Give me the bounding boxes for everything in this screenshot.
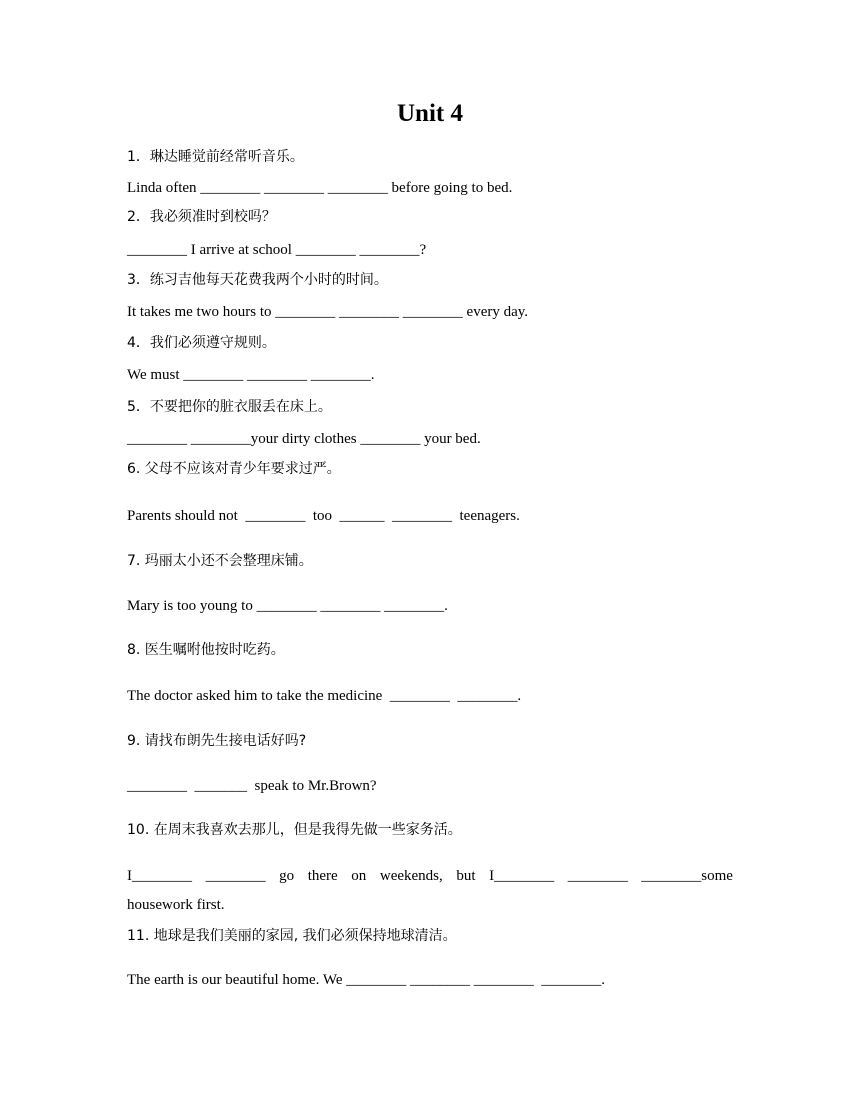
item-8-chinese: 8. 医生嘱咐他按时吃药。 [127, 642, 285, 658]
item-10-word: on [351, 868, 367, 884]
item-10-word: ________ [205, 868, 266, 884]
item-7-chinese: 7. 玛丽太小还不会整理床铺。 [127, 553, 313, 569]
item-5-english: ________ ________your dirty clothes ________ your bed. [127, 431, 481, 447]
item-2-chinese: 2．我必须准时到校吗？ [127, 209, 276, 225]
item-11-english: The earth is our beautiful home. We ________ ________ ________ ________. [127, 972, 606, 988]
item-2-english: ________ I arrive at school ________ ________? [127, 242, 427, 258]
item-11-chinese: 11. 地球是我们美丽的家园, 我们必须保持地球清洁。 [127, 928, 457, 944]
item-10-word: go [279, 868, 295, 884]
item-10-word: ________some [641, 868, 733, 884]
item-10-english-continued: housework first. [127, 897, 225, 913]
item-10-chinese: 10. 在周末我喜欢去那儿，但是我得先做一些家务活。 [127, 822, 462, 838]
item-4-english: We must ________ ________ ________. [127, 367, 375, 383]
item-10-word: weekends, [379, 868, 443, 884]
item-1-chinese: 1．琳达睡觉前经常听音乐。 [127, 149, 304, 165]
item-3-english: It takes me two hours to ________ ________ ________ every day. [127, 304, 529, 320]
item-10-word: I________ [489, 868, 555, 884]
item-10-word: there [307, 868, 338, 884]
item-5-chinese: 5．不要把你的脏衣服丢在床上。 [127, 399, 332, 415]
item-9-english: ________ _______ speak to Mr.Brown? [127, 778, 377, 794]
item-9-chinese: 9. 请找布朗先生接电话好吗? [127, 733, 307, 749]
item-7-english: Mary is too young to ________ ________ ________. [127, 598, 448, 614]
item-6-english: Parents should not ________ too ______ ________ teenagers. [127, 508, 520, 524]
item-10-word: but [456, 868, 476, 884]
page-title: Unit 4 [397, 100, 463, 127]
item-6-chinese: 6. 父母不应该对青少年要求过严。 [127, 461, 341, 477]
item-10-english [127, 866, 733, 886]
item-10-word: ________ [567, 868, 628, 884]
item-3-chinese: 3．练习吉他每天花费我两个小时的时间。 [127, 272, 388, 288]
item-4-chinese: 4．我们必须遵守规则。 [127, 335, 276, 351]
item-1-english: Linda often ________ ________ ________ before going to bed. [127, 180, 513, 196]
item-8-english: The doctor asked him to take the medicine ________ ________. [127, 688, 522, 704]
item-10-word: I________ [127, 868, 192, 884]
